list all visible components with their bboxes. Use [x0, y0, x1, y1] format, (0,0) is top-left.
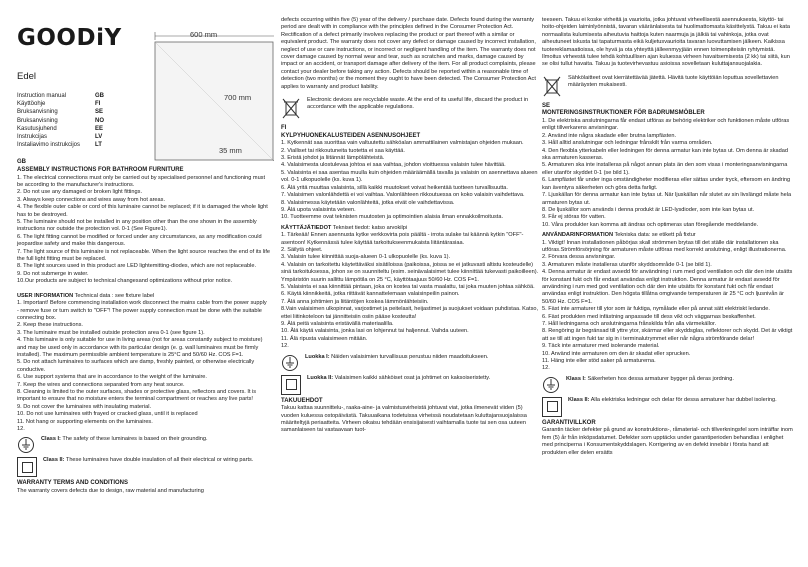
kaytto-sub: Tekniset tiedot: katso arvokilpi [331, 224, 408, 231]
takuu-text: Takuu kattaa suunnittelu-, raaka-aine- ja valmistusvirheistä johtuvat viat, jotka ilmenevät viiden (5) vuoden kuluessa ostopäivästä. Takuuaikana todetuissa virheissä noudatetaan kuluttajansuojalaissa määriteltyjä periaatteita. Virheen oikaisu tehdään ensisijaisesti vaihtamalla tuote tai sen osa uuteen samanlaiseen tai vastaavaan tuot- [281, 405, 529, 434]
section-code-se: SE [542, 102, 551, 109]
warranty-continued: defects occurring within five (5) year of the delivery / purchase date. Defects found during the warranty period are dealt with in compliance with the principles defined in the Consumer Protection Act. Rectification of a defect primarily involves replacing the product or part thereof with a similar or equivalent product. The warranty does not cover any defect or damage caused by incorrect installation, neglect of use or care instructions, or incorrect or negligent handling of the item. The warranty does not cover damage caused by normal wear and tear, such as scratches and marks, damage caused by impact or an accident, or transport damage after delivery of the item. For all product complaints, please contact your dealer before taking any action. Defects should be reported within a reasonable time of detection (two months) or the moment they ought to have been detected. The Consumer Protection Act applies to warranty and product liability. [281, 17, 538, 90]
column-3 [540, 0, 808, 567]
user-info-sub: Technical data : see fixture label [73, 292, 155, 299]
fi-heading: KYLPYHUONEKALUSTEIDEN ASENNUSOHJEET [281, 132, 421, 139]
kaytto-line [281, 225, 541, 232]
class2-row [17, 457, 270, 477]
ground-symbol-icon [17, 436, 35, 454]
weee-bin-icon [542, 75, 562, 97]
user-info-heading: USER INFORMATION [17, 292, 74, 299]
manual-code: NO [95, 117, 104, 124]
assembly-heading: ASSEMBLY INSTRUCTIONS FOR BATHROOM FURNITURE [17, 167, 184, 174]
header [17, 3, 270, 59]
ground-symbol-icon [542, 376, 560, 394]
kaytto-heading: KÄYTTÄJÄTIEDOT [281, 224, 332, 231]
warranty-text: The warranty covers defects due to design, raw material and manufacturing [17, 488, 204, 495]
kaytto-text: 1. Tärkeää! Ennen asennusta kytke verkkovirta pois päältä - irrota sulake tai käännä kytkin "OFF"-asentoon! Kytkennässä tulee käyttää tarkoitukseenmukaista liitäntärasiaa. 2. Säilytä ohjeet. 3. Valaisin tulee kiinnittää suoja-alueen 0-1 ulkopuolelle (ks. kuva 1). 4. Valaisin on tarkoitettu käytettäväksi sisätiloissa (paikoissa, joissa se ei jatkuvasti altistu kosteudelle) sinä tarkoituksessa, johon se on suunniteltu (esim. seinävalaisimet tulee kiinnittää tukevasti paikoilleen). Ympäristön suurin sallittu lämpötila on 25 °C, käyttötaajuus 50/60 Hz. COS F=1. 5. Valaisinta ei saa kiinnittää pintaan, joka on kostea tai vasta maalattu, tai joka muuten johtaa sähköä. 6. Käytä kiinnikkeitä, jotka riittävät kannattelemaan valaisinpeilin painon. 7. Älä anna johtimien ja liitäntöjen koskea lämmönlähteisiin. 8.Vain valaisimen ulkopinnat, varjostimet ja peitelasit, heijastimet ja suojukset voidaan puhdistaa. Katso, ettei liitinkoteloon tai jännitteisiin osiin pääse kosteutta! 9. Älä peitä valaisinta eristävällä materiaalilla. 10. Älä käytä valaisinta, jonka lasi on lohjennut tai haljennut. Vaihda uuteen. 11. Älä ripusta valaisimeen mitään. 12. [281, 232, 539, 350]
luokka2-text: Luokka II: Valaisimen kaikki sähköiset osat ja johtimet on kaksoiseristetty. [307, 374, 491, 381]
section-code-gb: GB [17, 159, 26, 166]
se-heading: MONTERINGSINSTRUKTIONER FÖR BADRUMSMÖBLER [542, 110, 705, 117]
fi-text: 1. Kytkennät saa suorittaa vain valtuutettu sähköalan ammattilainen valmistajan ohjeiden mukaan. 2. Vialliset tai rikkoutuneita tuotetta ei saa käyttää. 3. Eristä johdot ja liitännät lämpölähteistä. 4. Valaisimesta ulostulevaa johtoa ei saa vaihtaa, johdon vioittuessa valaisin tulee hävittää. 5. Valaisinta ei saa asentaa muulla kuin ohjeiden määräämällä tavalla ja valaisin on asennettava alueen vol. 0-1 ulkopuolelle (ks. kuva 1). 6. Älä yritä muuttaa valaisinta, sillä kaikki muutokset voivat heikentää tuotteen turvallisuutta. 7. Valaisimen valonlähdettä ei voi vaihtaa. Valonlähteen rikkoutuessa on koko valaisin vaihdettava. 8. Valaisimessa käytetään valonlähteitä, jotka eivät ole vaihdettavissa. 9. Älä upota valaisinta veteen. 10. Tuotteemme ovat teknisten muutosten ja optimointien alaisia ilman ennakkoilmoitusta. [281, 140, 538, 221]
width-dimension: 600 mm [190, 30, 218, 39]
manual-code: GB [95, 93, 104, 99]
luokka2-row [281, 375, 541, 395]
manual-code: LT [95, 142, 102, 149]
manual-label: Bruksanvisning [17, 109, 58, 116]
recycle-row [281, 97, 541, 119]
manual-label: Instruction manual [17, 93, 67, 99]
recycle-row-fi [542, 75, 794, 97]
manual-code: LV [95, 134, 103, 141]
klass2-text: Klass II: Alla elektriska ledningar och delar för dessa armaturer har dubbel isolering. [568, 396, 777, 403]
klass2-row [542, 397, 794, 417]
manual-label: Instrukcijas [17, 134, 48, 141]
manual-label: Instaliavimo instrukcijos [17, 142, 81, 149]
klass1-row [542, 376, 794, 394]
klass1-text: Klass I: Säkerheten hos dessa armaturer bygger på deras jordning. [566, 375, 734, 382]
double-insulation-icon [281, 375, 301, 395]
garanti-heading: GARANTIVILLKOR [542, 419, 596, 426]
height-dimension: 700 mm [224, 93, 252, 102]
model-name: Edel [17, 71, 37, 82]
manual-code: EE [95, 125, 104, 132]
class1-text: Class I: The safety of these luminaires is based on their grounding. [41, 436, 208, 443]
takuu-continued: teeseen. Takuu ei koske virheitä ja vaurioita, jotka johtuvat virheellisestä asennuksesta, käyttö- tai hoito-ohjeiden laiminlyönnistä, tavaran vääränlaisesta tai huolimattomasta käsittelystä. Takuu ei kata normaalista kulumisesta aiheutuvia haittoja kuten naarmuja ja jälkiä tai vahinkoja, jotka ovat aiheutuneet iskusta tai tapaturmasta eikä kuljetusvaurioita tavaran luovuttamisen jälkeen. Kaikissa tuotereklamaatioissa, ole hyvä ja ota yhteyttä jälleenmyyjään ennen toimenpiteisiin ryhtymistä. Ilmoitus virheestä tulee tehdä kohtuullisen ajan kuluessa virheen havaitsemisesta (2 kk) tai siitä, kun se olisi tullut havaita. Takuu ja tuotevirhevastuu asioissa sovelletaan kuluttajansuojalakia. [542, 17, 792, 68]
luokka1-text: Luokka I: Näiden valaisimien turvallisuus perustuu niiden maadoitukseen. [305, 353, 489, 360]
assembly-text: 1. The electrical connections must only be carried out by specialised personnel and functioning must be according to the manufacturer's instructions. 2. Do not use any damaged or broken light fittings. 3. Always keep connections and wires away from hot areas. 4. The flexible outer cable or cord of this luminaire cannot be replaced; if it is damaged the whole light has to be destroyed. 5. The luminaire should not be installed in any position other than the one shown in the assembly instructions nor outside the protection vol. 0-1 (See Figure1). 6. The light fitting cannot be modified or forced under any circumstances, as any modification could jeopardise safety and make this dangerous. 7. The light source of this luminaire is not replaceable. When the light source reaches the end of its life the full light fitting must be replaced. 8. The light sources used in this product are LED lightemitting-diodes, which are not replaceable. 9. Do not submerge in water. 10.Our products are subject to technical changesand optimizations without prior notice. [17, 174, 270, 285]
ground-symbol-icon [281, 354, 299, 372]
manual-code: FI [95, 101, 101, 108]
section-code-fi: FI [281, 125, 287, 132]
user-info-line [17, 293, 270, 300]
luokka1-row [281, 354, 541, 372]
manual-label: Bruksanvisning [17, 117, 58, 124]
brand-logo: GOODiY [17, 25, 122, 51]
double-insulation-icon [17, 457, 37, 477]
takuu-heading: TAKUUEHDOT [281, 397, 323, 404]
garanti-text: Garantin täcker defekter på grund av konstruktions-, råmaterial- och tillverkningsfel som inträffar inom fem (5) år från inköpsdatumet. Defekter som upptäcks under garantiperioden behandlas i enlighet med principerna i Konsumentskyddslagen. Korrigering av en defekt innebär i första hand att produkten eller delen ersätts [542, 427, 795, 456]
column-1 [0, 0, 274, 567]
column-2 [279, 0, 543, 567]
recycle-text-fi: Sähkölaitteet ovat kierrätettävää jätettä. Hävitä tuote käyttöiän loputtua sovellettavien määräysten mukaisesti. [568, 74, 781, 89]
manual-label: Käyttöohje [17, 101, 46, 108]
anv-line [542, 232, 794, 239]
anv-heading: ANVÄNDARINFORMATION [542, 232, 614, 239]
warranty-heading: WARRANTY TERMS AND CONDITIONS [17, 480, 128, 487]
class2-text: Class II: These luminaires have double insulation of all their electrical or wiring parts. [43, 457, 254, 464]
user-info-text: 1. Important! Before commencing installation work disconnect the mains cable from the power supply - remove fuse or turn switch to "OFF"! The power supply connection must be done with the suitable connecting box. 2. Keep these instructions. 3. The luminaire must be installed outside protection area 0-1 (see figure 1). 4. This luminaire is only suitable for use in living areas (not for areas constantly subject to moisture) and may be used only in accordance with its particular design (e. g. wall luminaires must be firmly installed). The maximum permissible ambient temperature is 25°C and 50/60 Hz. COS F=1. 5. Do not attach luminaires to surfaces which are damp, freshly painted, or otherwise electrically conductive. 6. Use support systems that are in accordance to the weight of the luminaire. 7. Keep the wires and connections separated from any heat source. 8. Cleaning is limited to the outer surfaces, shades or protective glass, reflectors and covers. It is important to ensure that no moisture enters the terminal compartment or reaches any live parts! 9. Do not cover the luminaires with insulating material. 10. Do not use luminaires with frayed or cracked glass, until it is replaced 11. Not hang or supporting elements on the luminaires. 12. [17, 300, 267, 433]
se-text: 1. De elektriska anslutningarna får endast utföras av behörig elektriker och funktionen måste utföras enligt tillverkarens anvisningar. 2. Använd inte några skadade eller brutna lampfästen. 3. Håll alltid anslutningar och ledningar frånskilt från varma områden. 4. Den flexibla ytterkabeln eller ledningen för denna armatur kan inte bytas ut. Om denna är skadad ska armaturen kasseras. 5. Armaturen ska inte installeras på något annan plats än den som visas i monteringsanvisningarna eller utanför skyddet 0-1 (se bild 1). 6. Lampfästet får under inga omständigheter modifieras eller sättas under tryck, eftersom en ändring kan äventyra säkerheten och göra detta farligt. 7. Ljuskällan för denna armatur kan inte bytas ut. När ljuskällan når slutet av sin livslängd måste hela armaturen bytas ut. 8. De ljuskällor som används i denna produkt är LED-lysdioder, som inte kan bytas ut. 9. Får ej störas för vatten. 10. Våra produkter kan komma att ändras och optimeras utan föregående meddelande. [542, 118, 792, 228]
anv-sub: Tekniska data: se etikett på fixtur [613, 232, 696, 239]
double-insulation-icon [542, 397, 562, 417]
mirror-dimension-drawing [137, 28, 274, 188]
anv-text: 1. Viktigt! Innan installationen påbörjas skall strömmen brytas till det ställe där installationen ska utföras.Strömförsörjning för armaturen måste utföras med korrekt anslutning, enligt illustrationerna. 2. Förvara dessa anvisningar. 3. Armaturen måste installeras utanför skyddsområde 0-1 (se bild 1). 4. Denna armatur är endast avsedd för användning i rum med god ventilation och där den inte utsätts för konstant fukt och får endast användas enligt instruktion. Denna armatur är endast avsedd för användning i rum med god ventilation och där den inte utsätts för konstant fukt och får endast användas enligt instruktion. Den högsta tillåtna omgivande temperaturen är 25 °C och ljusnivån är 50/60 Hz. COS F=1. 5. Fäst inte armaturer till ytor som är fuktiga, nymålade eller på annat sätt elektriskt ledande. 6. Fäst produkten med infästning anpassade till dess vikt och väggarnas beskaffenhet. 7. Håll ledningarna och anslutningarna frånskilda från alla värmekällor. 8. Rengöring är begränsad till yttre ytor, skärmar eller skyddsglas, reflektorer och skydd. Det är viktigt att se till att ingen fukt tar sig in i terminalutrymmet eller når några strömförande delar! 9. Täck inte armaturer med isolerande material. 10. Använd inte armaturen om den är skadat eller sprucken. 11. Häng inte eller stöd saker på armaturerna. 12. [542, 239, 793, 372]
depth-dimension: 35 mm [219, 146, 242, 155]
class1-row [17, 436, 270, 454]
weee-bin-icon [281, 97, 301, 119]
manual-code: SE [95, 109, 104, 116]
recycle-text: Electronic devices are recyclable waste. At the end of its useful life, discard the product in accordance with the applicable regulations. [307, 97, 530, 111]
manual-label: Kasutusjuhend [17, 125, 57, 132]
